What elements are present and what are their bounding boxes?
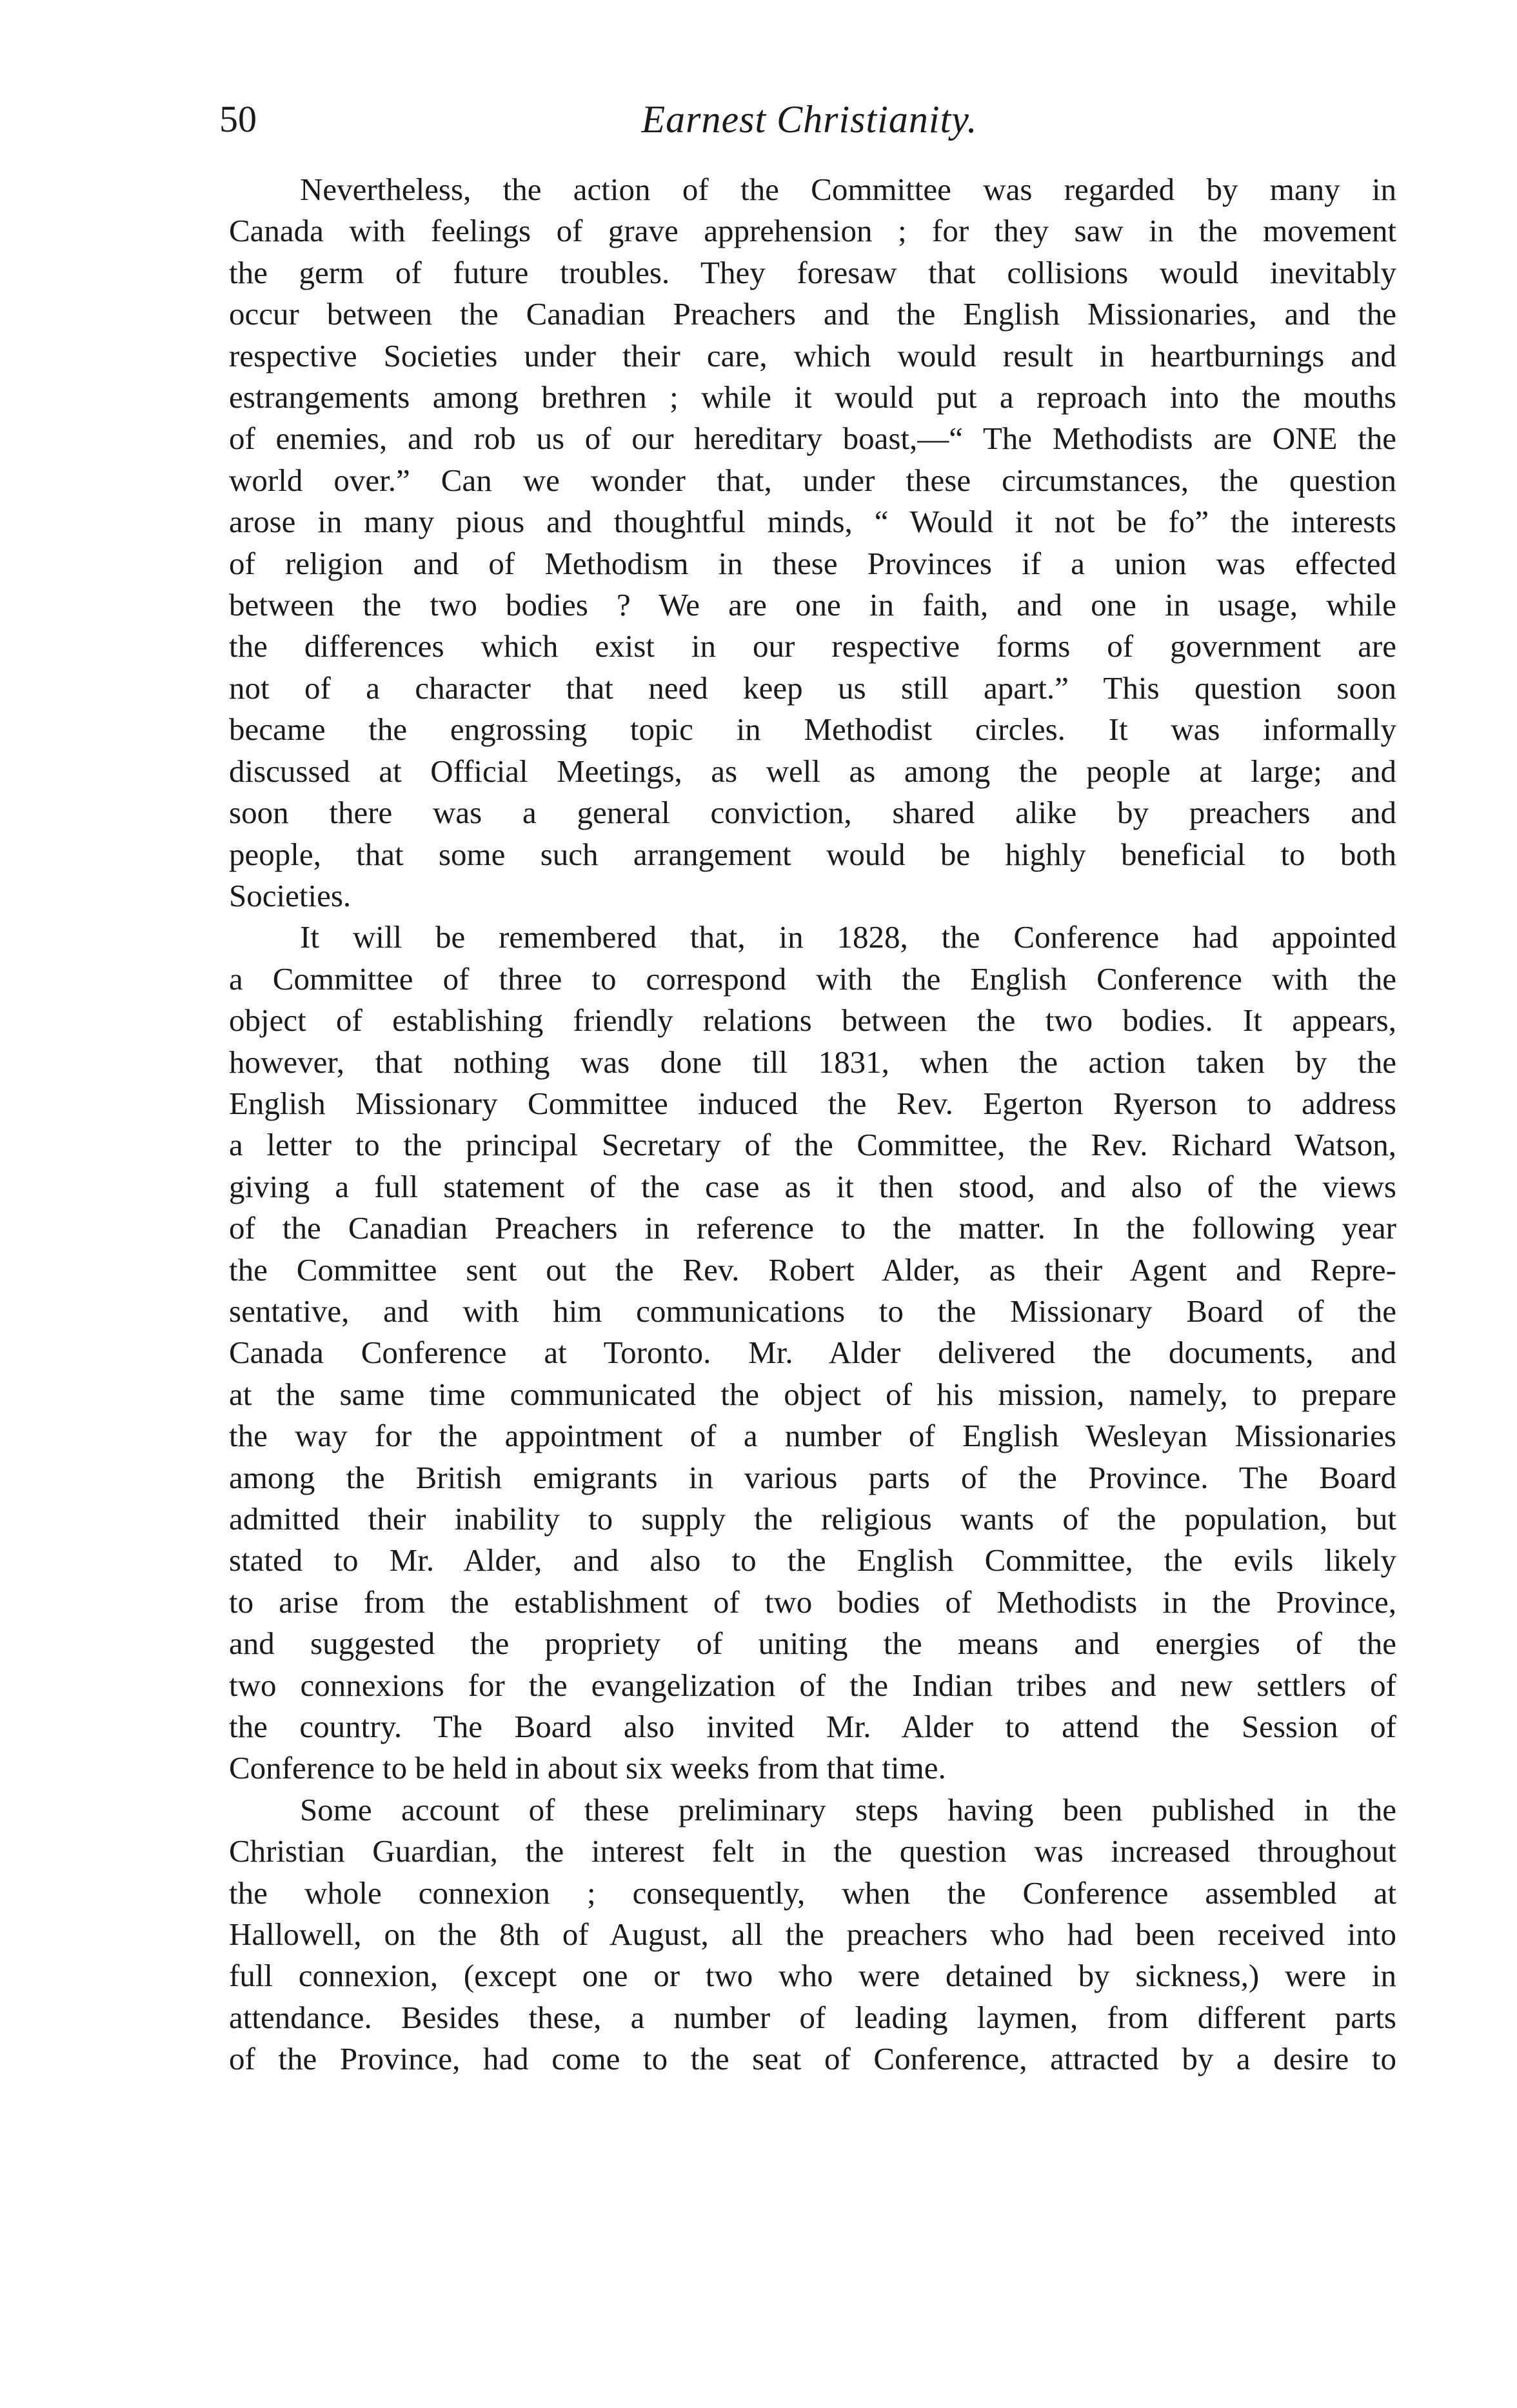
running-title: Earnest Christianity. bbox=[641, 98, 978, 141]
text-line: occur between the Canadian Preachers and the English Missionaries, and the bbox=[229, 296, 1396, 332]
paragraph-2 bbox=[229, 917, 1396, 1789]
text-line: respective Societies under their care, which would result in heartburnings and bbox=[229, 337, 1396, 373]
text-line: not of a character that need keep us still apart.” This question soon bbox=[229, 670, 1396, 706]
text-line: of the Province, had come to the seat of Conference, attracted by a desire to bbox=[229, 2041, 1396, 2077]
text-line: a Committee of three to correspond with the English Conference with the bbox=[229, 960, 1396, 997]
text-line: a letter to the principal Secretary of the Committee, the Rev. Richard Watson, bbox=[229, 1127, 1396, 1163]
text-line: estrangements among brethren ; while it would put a reproach into the mouths bbox=[229, 379, 1396, 415]
text-line: admitted their inability to supply the religious wants of the population, but bbox=[229, 1501, 1396, 1537]
text-line: sentative, and with him communications to the Missionary Board of the bbox=[229, 1293, 1396, 1329]
text-line: Christian Guardian, the interest felt in the question was increased throughout bbox=[229, 1833, 1396, 1869]
text-line: English Missionary Committee induced the Rev. Egerton Ryerson to address bbox=[229, 1085, 1396, 1121]
text-line: the whole connexion ; consequently, when the Conference assembled at bbox=[229, 1875, 1396, 1911]
text-line: Hallowell, on the 8th of August, all the preachers who had been received into bbox=[229, 1916, 1396, 1953]
text-line: Conference to be held in about six weeks from that time. bbox=[229, 1750, 946, 1786]
text-line: Societies. bbox=[229, 877, 352, 913]
text-line: the Committee sent out the Rev. Robert Alder, as their Agent and Repre- bbox=[229, 1251, 1396, 1288]
text-line: soon there was a general conviction, shared alike by preachers and bbox=[229, 795, 1396, 831]
text-line: became the engrossing topic in Methodist circles. It was informally bbox=[229, 711, 1396, 748]
text-line: people, that some such arrangement would be highly beneficial to both bbox=[229, 836, 1396, 872]
text-line: object of establishing friendly relations between the two bodies. It appears, bbox=[229, 1002, 1396, 1039]
text-line: of enemies, and rob us of our hereditary boast,—“ The Methodists are ONE the bbox=[229, 421, 1396, 457]
text-line: the differences which exist in our respective forms of government are bbox=[229, 628, 1396, 664]
text-line: giving a full statement of the case as it then stood, and also of the views bbox=[229, 1168, 1396, 1204]
text-line: the way for the appointment of a number of English Wesleyan Missionaries bbox=[229, 1418, 1396, 1454]
body-text bbox=[229, 169, 1396, 2080]
text-line: two connexions for the evangelization of the Indian tribes and new settlers of bbox=[229, 1667, 1396, 1703]
text-line: Canada with feelings of grave apprehension ; for they saw in the movement bbox=[229, 213, 1396, 249]
text-line: to arise from the establishment of two bodies of Methodists in the Province, bbox=[229, 1584, 1396, 1620]
page-header bbox=[219, 97, 1400, 155]
text-line: however, that nothing was done till 1831, when the action taken by the bbox=[229, 1044, 1396, 1080]
text-line: the germ of future troubles. They foresaw that collisions would inevitably bbox=[229, 254, 1396, 290]
text-line: It will be remembered that, in 1828, the Conference had appointed bbox=[300, 919, 1396, 955]
text-line: discussed at Official Meetings, as well as among the people at large; and bbox=[229, 753, 1396, 789]
text-line: Some account of these preliminary steps having been published in the bbox=[300, 1791, 1396, 1827]
text-line: attendance. Besides these, a number of leading laymen, from different parts bbox=[229, 1999, 1396, 2035]
text-line: world over.” Can we wonder that, under these circumstances, the question bbox=[229, 462, 1396, 498]
text-line: stated to Mr. Alder, and also to the English Committee, the evils likely bbox=[229, 1542, 1396, 1578]
text-line: at the same time communicated the object of his mission, namely, to prepare bbox=[229, 1376, 1396, 1412]
text-line: between the two bodies ? We are one in faith, and one in usage, while bbox=[229, 587, 1396, 623]
paragraph-1 bbox=[229, 169, 1396, 917]
page-number: 50 bbox=[219, 98, 257, 140]
text-line: the country. The Board also invited Mr. Alder to attend the Session of bbox=[229, 1709, 1396, 1745]
text-line: Canada Conference at Toronto. Mr. Alder delivered the documents, and bbox=[229, 1335, 1396, 1371]
text-line: among the British emigrants in various parts of the Province. The Board bbox=[229, 1459, 1396, 1495]
text-line: Nevertheless, the action of the Committee was regarded by many in bbox=[300, 172, 1396, 207]
text-line: of religion and of Methodism in these Provinces if a union was effected bbox=[229, 545, 1396, 581]
text-line: arose in many pious and thoughtful minds, “ Would it not be fo” the interests bbox=[229, 504, 1396, 540]
text-line: of the Canadian Preachers in reference to the matter. In the following year bbox=[229, 1210, 1396, 1246]
text-line: and suggested the propriety of uniting the means and energies of the bbox=[229, 1626, 1396, 1662]
text-line: full connexion, (except one or two who were detained by sickness,) were in bbox=[229, 1958, 1396, 1994]
paragraph-3 bbox=[229, 1789, 1396, 2080]
